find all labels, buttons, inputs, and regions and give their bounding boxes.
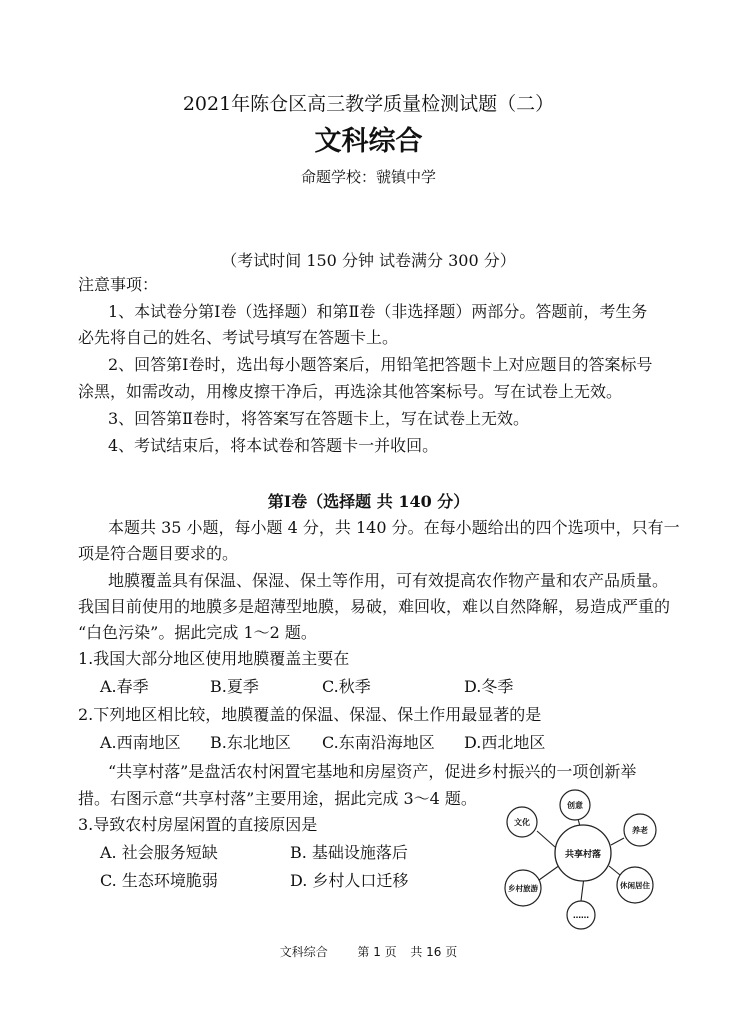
school-line: 命题学校：虢镇中学 (300, 168, 436, 186)
diagram-node-more (567, 901, 595, 929)
question-1-option-b: B.夏季 (210, 677, 259, 696)
notice-heading: 注意事项： (78, 275, 159, 294)
exam-time-info: （考试时间 150 分钟 试卷满分 300 分） (221, 251, 516, 270)
shared-village-diagram (495, 785, 695, 935)
connector-culture (537, 831, 555, 847)
connector-elderly (611, 838, 624, 845)
node-creativity-label: 创意 (567, 801, 583, 810)
question-3-option-b: B. 基础设施落后 (290, 843, 408, 862)
passage-2-line-1: “共享村落”是盘活农村闲置宅基地和房屋资产，促进乡村振兴的一项创新举 (108, 762, 637, 781)
passage-2-line-2: 措。右图示意“共享村落”主要用途，据此完成 3～4 题。 (78, 789, 477, 808)
connector-leisure (609, 866, 620, 875)
center-node-label: 共享村落 (564, 850, 602, 860)
question-2-option-b: B.东北地区 (210, 733, 291, 752)
question-3-option-c: C. 生态环境脆弱 (100, 871, 218, 890)
node-leisure-living-label: 休闲居住 (620, 881, 650, 890)
notice-item-1-line-2: 必先将自己的姓名、考试号填写在答题卡上。 (78, 328, 399, 347)
passage-1-line-3: “白色污染”。据此完成 1～2 题。 (78, 623, 317, 642)
question-3-stem: 3.导致农村房屋闲置的直接原因是 (78, 815, 318, 834)
subject-title: 文科综合 (314, 126, 423, 157)
question-3-option-d: D. 乡村人口迁移 (290, 871, 409, 890)
node-culture-label: 文化 (514, 818, 530, 827)
question-1-option-a: A.春季 (100, 677, 149, 696)
diagram-node-culture (507, 807, 537, 837)
node-elderly-care-label: 养老 (632, 826, 648, 835)
question-1-option-c: C.秋季 (322, 677, 371, 696)
exam-title: 2021年陈仓区高三教学质量检测试题（二） (182, 93, 555, 115)
node-rural-tourism-label: 乡村旅游 (508, 884, 538, 893)
section-intro-line-2: 项是符合题目要求的。 (78, 544, 239, 563)
connector-tourism (539, 865, 560, 880)
passage-1-line-2: 我国目前使用的地膜多是超薄型地膜，易破，难回收，难以自然降解，易造成严重的 (78, 597, 671, 616)
notice-item-4: 4、考试结束后，将本试卷和答题卡一并收回。 (108, 436, 439, 455)
diagram-node-rural-tourism (505, 870, 541, 906)
question-2-option-d: D.西北地区 (464, 733, 546, 752)
notice-item-1-line-1: 1、本试卷分第Ⅰ卷（选择题）和第Ⅱ卷（非选择题）两部分。答题前，考生务 (108, 302, 648, 321)
section-intro-line-1: 本题共 35 小题，每小题 4 分，共 140 分。在每小题给出的四个选项中，只有一 (108, 518, 680, 537)
diagram-center-node (555, 825, 611, 881)
question-2-stem: 2.下列地区相比较，地膜覆盖的保温、保湿、保土作用最显著的是 (78, 705, 542, 724)
diagram-node-leisure-living (617, 867, 653, 903)
notice-item-2-line-1: 2、回答第Ⅰ卷时，选出每小题答案后，用铅笔把答题卡上对应题目的答案标号 (108, 355, 653, 374)
diagram-node-elderly-care (624, 814, 656, 846)
notice-item-2-line-2: 涂黑，如需改动，用橡皮擦干净后，再选涂其他答案标号。写在试卷上无效。 (78, 382, 623, 401)
question-1-stem: 1.我国大部分地区使用地膜覆盖主要在 (78, 649, 350, 668)
diagram-node-creativity (560, 790, 590, 820)
notice-item-3: 3、回答第Ⅱ卷时，将答案写在答题卡上，写在试卷上无效。 (108, 409, 530, 428)
question-2-option-a: A.西南地区 (100, 733, 181, 752)
question-1-option-d: D.冬季 (464, 677, 514, 696)
passage-1-line-1: 地膜覆盖具有保温、保湿、保土等作用，可有效提高农作物产量和农产品质量。 (108, 571, 669, 590)
question-2-option-c: C.东南沿海地区 (322, 733, 435, 752)
footer-total-pages: 共 16 页 (410, 945, 458, 959)
node-more-label: …… (573, 911, 589, 920)
page-footer (0, 943, 737, 960)
question-3-option-a: A. 社会服务短缺 (100, 843, 218, 862)
footer-page-number: 第 1 页 (357, 945, 397, 959)
footer-subject: 文科综合 (279, 945, 328, 959)
section-heading: 第Ⅰ卷（选择题 共 140 分） (267, 492, 470, 511)
